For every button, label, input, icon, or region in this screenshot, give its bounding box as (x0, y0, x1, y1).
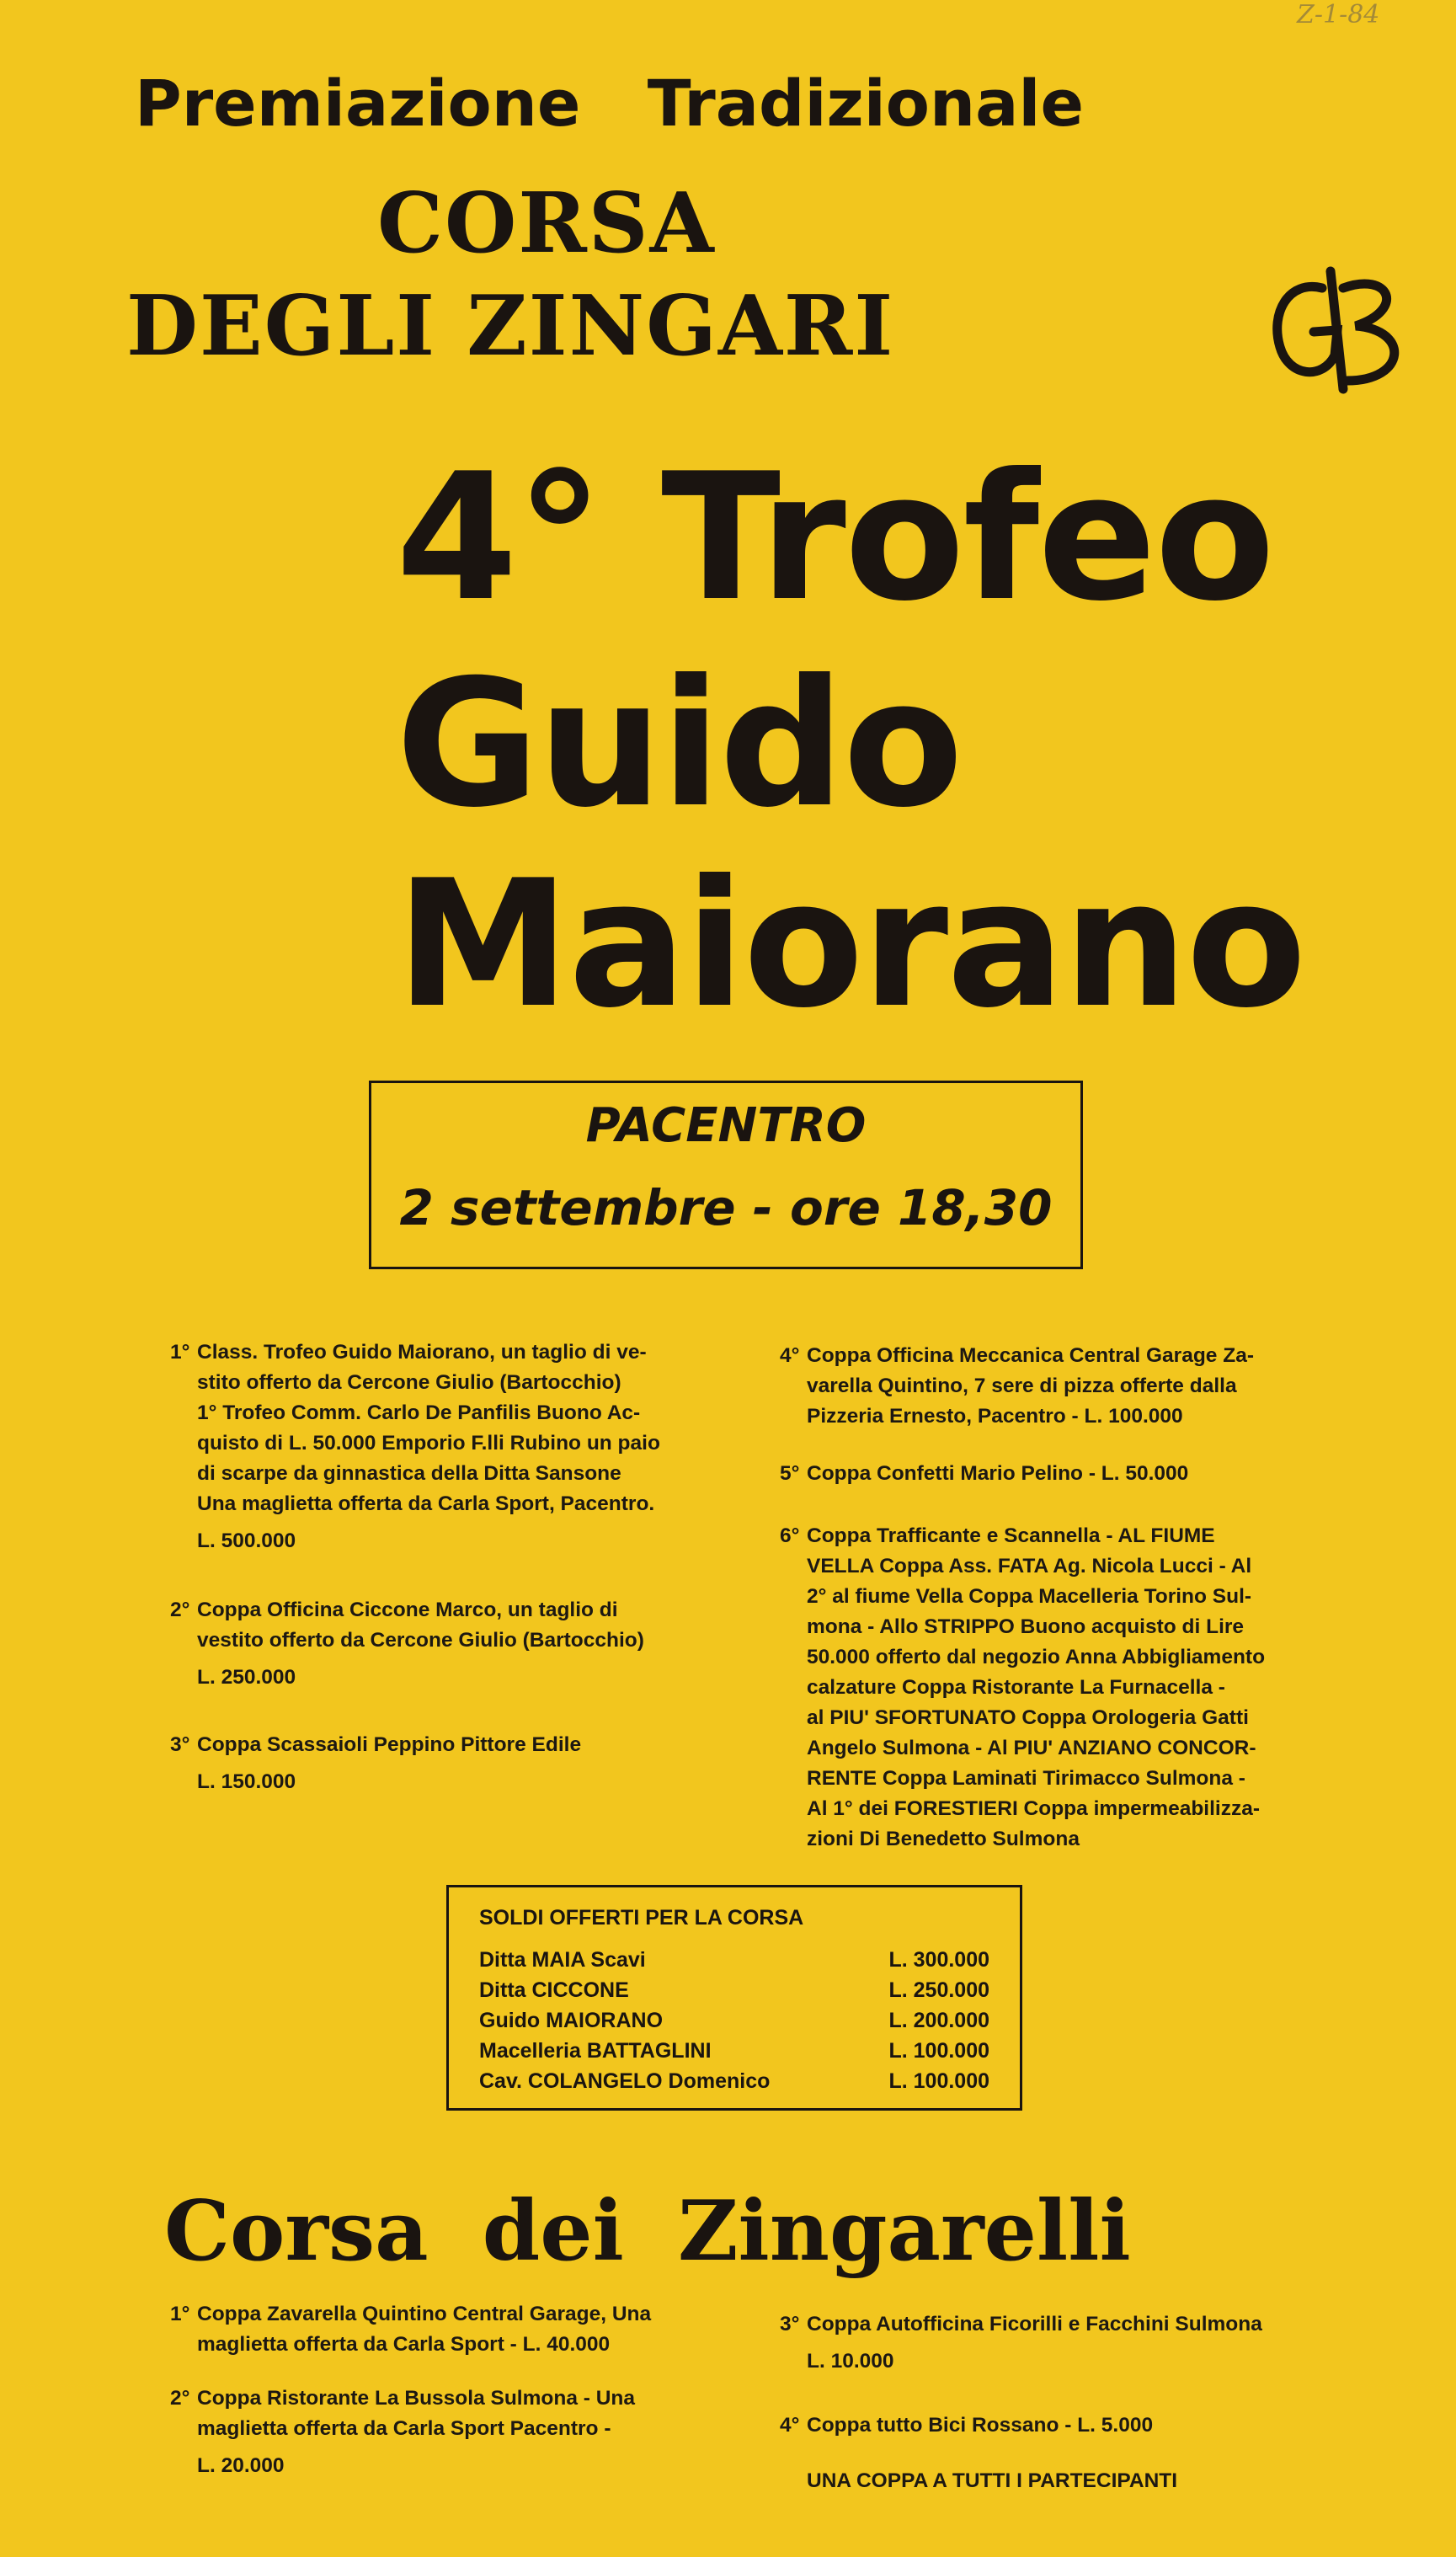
prize-line: al PIU' SFORTUNATO Coppa Orologeria Gatti (807, 1706, 1249, 1729)
prize-line: 50.000 offerto dal negozio Anna Abbigliamento (807, 1646, 1266, 1668)
prize-line: mona - Allo STRIPPO Buono acquisto di Lire (807, 1615, 1245, 1638)
sponsor-row (479, 2009, 989, 2039)
sponsor-row (479, 2069, 989, 2100)
closing-text: UNA COPPA A TUTTI I PARTECIPANTI (807, 2469, 1178, 2492)
sponsors-box (446, 1885, 1022, 2111)
trophy-line-1: 4° Trofeo (396, 436, 1274, 640)
prize-item (170, 1730, 719, 1797)
event-box (369, 1081, 1083, 1269)
prize-line: Coppa Confetti Mario Pelino - L. 50.000 (807, 1462, 1189, 1485)
prize-amount: L. 20.000 (197, 2454, 285, 2477)
trophy-line-2: Guido (396, 643, 962, 846)
header-line-1 (135, 66, 1084, 141)
prize-line: VELLA Coppa Ass. FATA Ag. Nicola Lucci - Al (807, 1555, 1252, 1577)
prize-line: Al 1° dei FORESTIERI Coppa impermeabilizza- (807, 1797, 1261, 1820)
prize-line: zioni Di Benedetto Sulmona (807, 1828, 1080, 1850)
sponsor-row (479, 1948, 989, 1978)
sponsor-name: Ditta CICCONE (479, 1978, 629, 2002)
prize-line: RENTE Coppa Laminati Tirimacco Sulmona - (807, 1767, 1245, 1790)
prize-amount: L. 150.000 (197, 1770, 296, 1793)
sponsor-amount: L. 100.000 (888, 2069, 989, 2093)
prize-item (780, 2410, 1329, 2441)
prize-number: 5° (780, 1462, 800, 1485)
prize-item (780, 1459, 1329, 1489)
prize-number: 4° (780, 1344, 800, 1367)
prize-line: varella Quintino, 7 sere di pizza offerte dalla (807, 1375, 1237, 1397)
sponsor-row (479, 2039, 989, 2069)
prize-line: maglietta offerta da Carla Sport Pacentro - (197, 2417, 611, 2440)
prize-line: maglietta offerta da Carla Sport - L. 40.000 (197, 2333, 611, 2356)
prize-line: calzature Coppa Ristorante La Furnacella - (807, 1676, 1225, 1699)
prize-line: Coppa Trafficante e Scannella - AL FIUME (807, 1524, 1215, 1547)
prize-number: 3° (780, 2313, 800, 2335)
prize-line: Coppa tutto Bici Rossano - L. 5.000 (807, 2414, 1154, 2437)
trophy-line-3: Maiorano (396, 843, 1305, 1047)
sponsor-name: Macelleria BATTAGLINI (479, 2039, 712, 2063)
prize-line: Una maglietta offerta da Carla Sport, Pacentro. (197, 1492, 655, 1515)
sponsor-name: Cav. COLANGELO Domenico (479, 2069, 771, 2093)
header-degli-zingari: DEGLI ZINGARI (126, 278, 895, 375)
prize-number: 3° (170, 1733, 190, 1756)
prize-line: Class. Trofeo Guido Maiorano, un taglio di ve- (197, 1341, 647, 1364)
prize-line: di scarpe da ginnastica della Ditta Sansone (197, 1462, 621, 1485)
sponsor-amount: L. 100.000 (888, 2039, 989, 2063)
prize-number: 6° (780, 1524, 800, 1547)
prize-item (780, 1341, 1329, 1432)
event-place: PACENTRO (585, 1098, 867, 1153)
prize-line: Coppa Scassaioli Peppino Pittore Edile (197, 1733, 582, 1756)
prize-line: Coppa Autofficina Ficorilli e Facchini Sulmona (807, 2313, 1262, 2335)
prize-item (170, 1595, 719, 1693)
prize-line: 2° al fiume Vella Coppa Macelleria Torino Sul- (807, 1585, 1252, 1608)
prize-line: quisto di L. 50.000 Emporio F.lli Rubino un paio (197, 1432, 660, 1455)
handwritten-note: Z-1-84 (1297, 0, 1380, 29)
prize-line: Coppa Officina Ciccone Marco, un taglio di (197, 1599, 618, 1621)
prize-line: Pizzeria Ernesto, Pacentro - L. 100.000 (807, 1405, 1183, 1428)
prize-number: 1° (170, 2303, 190, 2325)
prize-line: Coppa Ristorante La Bussola Sulmona - Una (197, 2387, 636, 2410)
header-tradizionale: Tradizionale (647, 66, 1084, 141)
prize-item (170, 2299, 719, 2360)
prize-line: Angelo Sulmona - Al PIU' ANZIANO CONCOR- (807, 1737, 1256, 1759)
prize-item (780, 1521, 1329, 1855)
prize-line: Coppa Zavarella Quintino Central Garage, Una (197, 2303, 652, 2325)
prize-amount: L. 250.000 (197, 1666, 296, 1689)
sponsor-name: Ditta MAIA Scavi (479, 1948, 646, 1972)
prize-item (170, 2384, 719, 2481)
sponsor-row (479, 1978, 989, 2009)
prize-item (170, 1337, 719, 1556)
prize-number: 2° (170, 1599, 190, 1621)
prize-item (780, 2309, 1329, 2377)
event-date: 2 settembre - ore 18,30 (399, 1179, 1053, 1236)
prize-number: 4° (780, 2414, 800, 2437)
header-corsa: CORSA (377, 175, 716, 272)
prize-line: vestito offerto da Cercone Giulio (Bartocchio) (197, 1629, 644, 1652)
prize-number: 1° (170, 1341, 190, 1364)
sponsor-amount: L. 250.000 (888, 1978, 989, 2002)
prize-line: Coppa Officina Meccanica Central Garage Za- (807, 1344, 1254, 1367)
sponsors-title: SOLDI OFFERTI PER LA CORSA (479, 1906, 804, 1930)
prize-line: stito offerto da Cercone Giulio (Bartocchio) (197, 1371, 621, 1394)
prize-number: 2° (170, 2387, 190, 2410)
zingarelli-title: Corsa dei Zingarelli (164, 2183, 1131, 2280)
prize-line: 1° Trofeo Comm. Carlo De Panfilis Buono Ac- (197, 1401, 641, 1424)
prize-amount: L. 10.000 (807, 2350, 894, 2373)
sponsor-amount: L. 300.000 (888, 1948, 989, 1972)
prize-amount: L. 500.000 (197, 1529, 296, 1552)
header-premiazione: Premiazione (135, 66, 581, 141)
sponsor-amount: L. 200.000 (888, 2009, 989, 2032)
sponsor-name: Guido MAIORANO (479, 2009, 664, 2032)
monogram-logo-icon (1263, 263, 1415, 398)
